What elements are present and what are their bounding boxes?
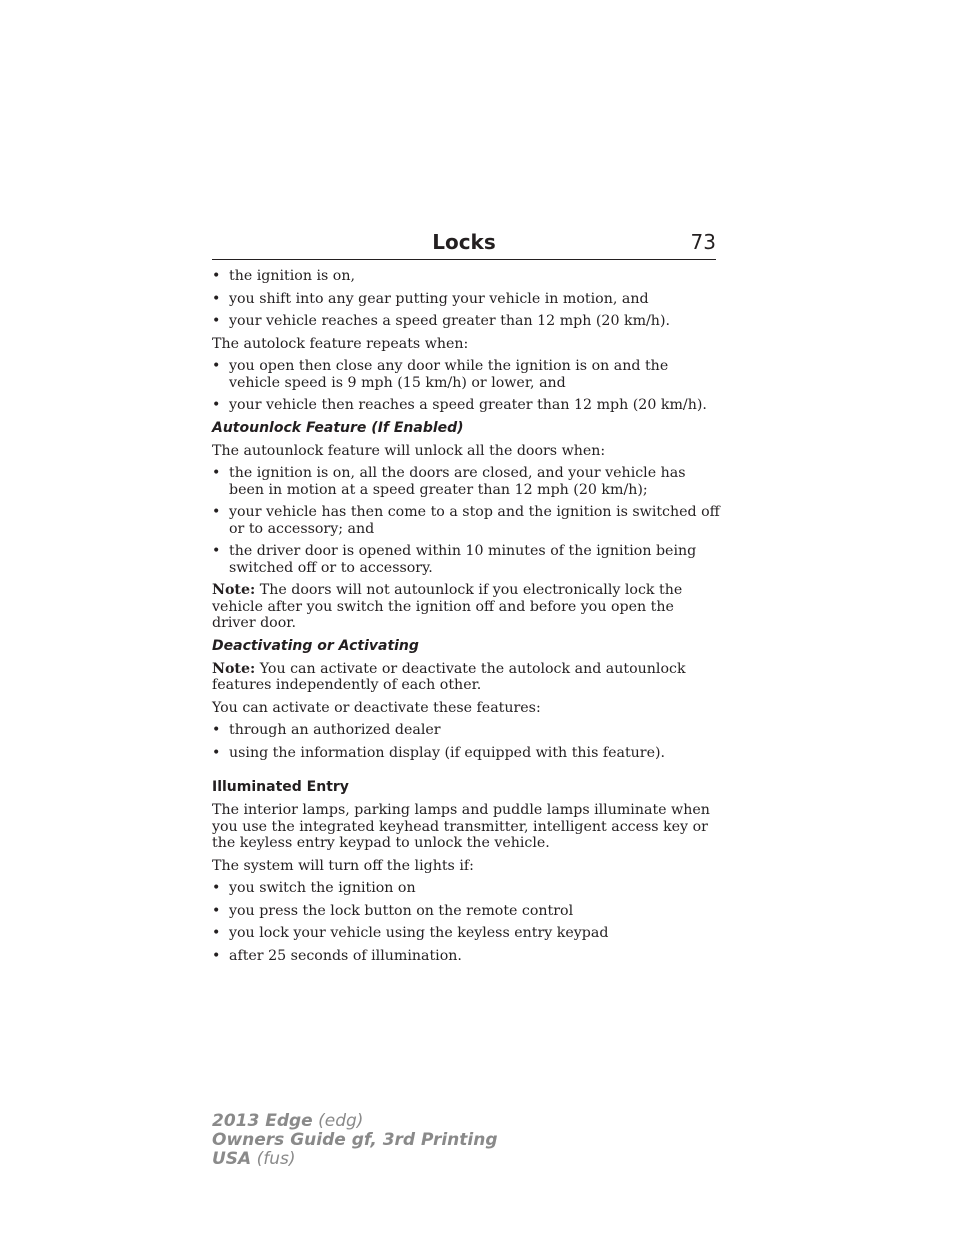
footer-guide: Owners Guide gf, 3rd Printing [212,1130,498,1150]
bullet-icon: • [212,902,221,919]
list-item: • the driver door is opened within 10 minutes of the ignition being switched off or to accessory. [212,543,697,576]
bullet-icon: • [212,465,221,481]
bullet-icon: • [212,397,221,413]
footer-model-line [212,1112,498,1131]
note-text: The doors will not autounlock if you electronically lock the vehicle after you switch the ignition off and before you open the driver door. [212,582,683,631]
illuminated-entry-list [212,880,720,964]
illuminated-entry-intro: The system will turn off the lights if: [212,857,474,874]
bullet-icon: • [212,358,221,374]
footer-guide-line [212,1131,498,1150]
page-header [212,229,716,260]
section-title: Locks [432,230,496,254]
bullet-icon: • [212,543,221,559]
list-item: • using the information display (if equipped with this feature). [212,744,666,761]
page-content [212,268,720,970]
list-item: • you switch the ignition on [212,880,416,896]
autolock-repeat-intro: The autolock feature repeats when: [212,335,469,352]
list-item: • after 25 seconds of illumination. [212,947,462,964]
illuminated-entry-heading: Illuminated Entry [212,779,349,795]
autounlock-list [212,465,720,576]
footer-model: 2013 Edge [212,1111,313,1131]
note-text: You can activate or deactivate the autolock and autounlock features independently of each other. [212,660,686,693]
bullet-icon: • [212,947,221,964]
list-item: • through an authorized dealer [212,722,441,738]
list-item: • the ignition is on, all the doors are closed, and your vehicle has been in motion at a speed greater than 12 mph (20 km/h); [212,465,686,498]
bullet-icon: • [212,290,221,307]
bullet-icon: • [212,504,221,520]
autounlock-note [212,582,720,632]
illuminated-entry-paragraph: The interior lamps, parking lamps and puddle lamps illuminate when you use the integrated keyhead transmitter, intelligent access key or the keyless entry keypad to unlock the vehicle. [212,802,710,851]
bullet-icon: • [212,722,221,738]
footer-region: USA [212,1149,252,1169]
deactivating-note [212,661,720,694]
autounlock-intro: The autounlock feature will unlock all the doors when: [212,442,606,459]
autounlock-heading: Autounlock Feature (If Enabled) [212,419,464,436]
autolock-conditions-list [212,268,720,330]
list-item: • you shift into any gear putting your vehicle in motion, and [212,290,649,307]
deactivating-list [212,722,720,761]
list-item: • you open then close any door while the ignition is on and the vehicle speed is 9 mph (15 km/h) or lower, and [212,358,669,391]
autolock-repeat-list [212,358,720,414]
list-item: • your vehicle reaches a speed greater than 12 mph (20 km/h). [212,313,670,329]
list-item: • your vehicle has then come to a stop and the ignition is switched off or to accessory; and [212,504,720,537]
footer-model-code: (edg) [318,1111,364,1131]
list-item: • you press the lock button on the remote control [212,902,574,919]
deactivating-intro: You can activate or deactivate these features: [212,699,541,716]
list-item: • you lock your vehicle using the keyless entry keypad [212,925,609,941]
list-item: • your vehicle then reaches a speed greater than 12 mph (20 km/h). [212,397,707,413]
bullet-icon: • [212,880,221,896]
deactivating-heading: Deactivating or Activating [212,637,419,654]
bullet-icon: • [212,925,221,941]
bullet-icon: • [212,744,221,761]
footer-region-line [212,1150,498,1169]
note-label: Note: [212,582,256,598]
bullet-icon: • [212,313,221,329]
page-number: 73 [690,230,716,254]
list-item: • the ignition is on, [212,268,355,284]
note-label: Note: [212,660,256,677]
footer-region-code: (fus) [256,1149,296,1169]
page-footer [212,1112,498,1169]
bullet-icon: • [212,268,221,284]
